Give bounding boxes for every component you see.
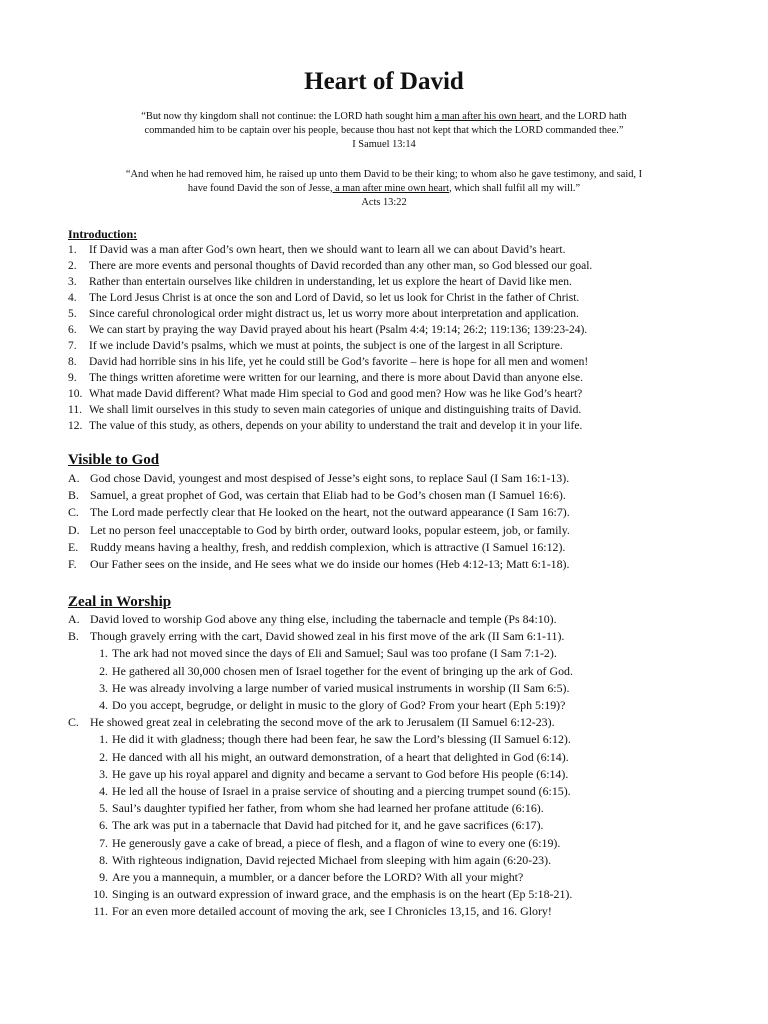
list-item [68,274,718,290]
verse-text: “And when he had removed him, he raised up unto them David to be their king; to whom also he gave testimony, and said, I [125,169,643,180]
item-number: 11. [68,404,82,416]
list-item [68,680,718,697]
item-number: 5. [99,801,108,816]
item-text: Do you accept, begrudge, or delight in music to the glory of God? From your heart (Eph 5:19)? [112,698,566,713]
item-number: 6. [99,818,108,833]
item-number: 4. [99,784,108,799]
list-item [68,522,718,539]
item-text: He generously gave a cake of bread, a piece of flesh, and a flagon of wine to every one (6:19). [112,835,561,850]
list-item [68,370,718,386]
list-item [68,783,718,800]
item-text: With righteous indignation, David rejected Michael from sleeping with him again (6:20-23). [112,852,552,867]
item-text: Since careful chronological order might distract us, let us worry more about interpretation and application. [89,308,579,320]
item-number: B. [68,629,79,644]
item-number: 6. [68,324,77,336]
item-number: 8. [99,852,108,867]
item-text: The Lord made perfectly clear that He looked on the heart, not the outward appearance (I Sam 16:7). [90,505,570,520]
zeal-in-worship-list [68,611,718,921]
verse-text: , and the LORD hath [539,111,627,122]
item-number: 4. [99,698,108,713]
verse-underlined-phrase: a man after mine own heart [332,183,450,194]
list-item [68,556,718,573]
introduction-list [68,242,718,434]
list-item [68,663,718,680]
item-number: C. [68,505,79,520]
list-item [68,402,718,418]
item-number: 4. [68,292,77,304]
item-number: 7. [99,835,108,850]
item-text: He did it with gladness; though there had been fear, he saw the Lord’s blessing (II Samuel 6:12). [112,732,571,747]
list-item [68,697,718,714]
verse-text: have found David the son of Jesse, [187,183,333,194]
list-item [68,766,718,783]
list-item [68,290,718,306]
list-item [68,418,718,434]
list-item [68,852,718,869]
item-text: God chose David, youngest and most despised of Jesse’s eight sons, to replace Saul (I Sam 16:1-13). [90,471,570,485]
item-number: 12. [68,420,83,432]
list-item [68,258,718,274]
list-item [68,714,718,731]
verse-samuel [60,110,708,152]
verse-text: “But now thy kingdom shall not continue: the LORD hath sought him [141,111,435,122]
verse-line [60,182,708,196]
list-item [68,628,718,645]
list-item [68,749,718,766]
item-number: 1. [68,244,77,256]
verse-line [60,110,708,124]
item-text: Let no person feel unacceptable to God by birth order, outward looks, popular esteem, job, or family. [90,522,570,537]
list-item [68,487,718,504]
list-item [68,731,718,748]
item-number: 2. [68,260,77,272]
item-text: Singing is an outward expression of inward grace, and the emphasis is on the heart (Ep 5:18-21). [112,887,573,902]
list-item [68,645,718,662]
item-text: He showed great zeal in celebrating the second move of the ark to Jerusalem (II Samuel 6:12-23). [90,715,555,730]
list-item [68,886,718,903]
item-text: Though gravely erring with the cart, David showed zeal in his first move of the ark (II Sam 6:1-11). [90,629,565,644]
item-number: 2. [99,749,108,764]
verse-line [60,168,708,182]
item-text: What made David different? What made Him special to God and good men? How was he like God’s heart? [89,388,583,400]
item-number: A. [68,471,80,485]
item-number: 1. [99,646,108,661]
list-item [68,539,718,556]
item-text: Our Father sees on the inside, and He sees what we do inside our homes (Heb 4:12-13; Matt 6:1-18). [90,557,570,572]
list-item [68,242,718,258]
item-number: 7. [68,340,77,352]
item-text: The things written aforetime were written for our learning, and there is more about David than anyone else. [89,372,584,384]
item-text: If we include David’s psalms, which we must at points, the subject is one of the largest in all Scripture. [89,340,563,352]
list-item [68,504,718,521]
item-text: David had horrible sins in his life, yet he could still be God’s favorite – here is hope for all men and women! [89,356,589,368]
list-item [68,903,718,920]
item-text: The ark had not moved since the days of Eli and Samuel; Saul was too profane (I Sam 7:1-2). [112,646,557,661]
list-item [68,322,718,338]
section-heading-visible-to-god: Visible to God [68,452,160,468]
item-text: The ark was put in a tabernacle that David had pitched for it, and he gave sacrifices (6:17). [112,818,544,833]
list-item [68,354,718,370]
item-text: Are you a mannequin, a mumbler, or a dancer before the LORD? With all your might? [112,870,524,885]
item-number: 11. [93,904,108,919]
item-text: Saul’s daughter typified her father, from whom she had learned her profane attitude (6:16). [112,801,544,816]
item-text: He danced with all his might, an outward demonstration, of a heart that delighted in God (6:14). [112,749,569,764]
verse-reference: I Samuel 13:14 [352,139,416,150]
item-number: C. [68,715,79,730]
verse-reference: Acts 13:22 [361,197,407,208]
page-title: Heart of David [304,68,464,95]
item-number: 3. [99,766,108,781]
item-number: 10. [93,887,108,902]
list-item [68,800,718,817]
verse-line: commanded him to be captain over his people, because thou hast not kept that which the LORD commanded thee.” [144,125,624,136]
item-text: Samuel, a great prophet of God, was certain that Eliab had to be God’s chosen man (I Samuel 16:6). [90,488,566,503]
item-number: 8. [68,356,77,368]
list-item [68,835,718,852]
item-text: There are more events and personal thoughts of David recorded than any other man, so God blessed our goal. [89,260,593,272]
introduction-heading: Introduction: [68,227,138,241]
visible-to-god-list [68,470,718,573]
item-number: 9. [68,372,77,384]
item-number: 5. [68,308,77,320]
item-text: The Lord Jesus Christ is at once the son and Lord of David, so let us look for Christ in the father of Christ. [89,292,580,304]
verse-text: , which shall fulfil all my will.” [449,183,581,194]
item-number: 3. [68,276,77,288]
item-text: For an even more detailed account of moving the ark, see I Chronicles 13,15, and 16. Glory! [112,904,552,919]
item-number: F. [68,557,77,572]
list-item [68,338,718,354]
item-text: He was already involving a large number of varied musical instruments in worship (II Sam 6:5). [112,680,570,695]
item-text: If David was a man after God’s own heart, then we should want to learn all we can about David’s heart. [89,244,566,256]
list-item [68,869,718,886]
verse-underlined-phrase: a man after his own heart [434,111,540,122]
item-text: We can start by praying the way David prayed about his heart (Psalm 4:4; 19:14; 26:2; 119:136; 139:23-24). [89,324,588,336]
item-number: E. [68,539,79,554]
item-number: 3. [99,680,108,695]
section-heading-zeal-in-worship: Zeal in Worship [68,594,172,610]
item-text: The value of this study, as others, depends on your ability to understand the trait and develop it in your life. [89,420,583,432]
item-number: D. [68,522,80,537]
item-text: Ruddy means having a healthy, fresh, and reddish complexion, which is attractive (I Samuel 16:12). [90,539,566,554]
item-text: He gathered all 30,000 chosen men of Israel together for the event of bringing up the ark of God. [112,663,573,678]
list-item [68,386,718,402]
item-number: 2. [99,663,108,678]
item-text: Rather than entertain ourselves like children in understanding, let us explore the heart of David like men. [89,276,572,288]
item-text: David loved to worship God above any thing else, including the tabernacle and temple (Ps 84:10). [90,612,557,626]
item-number: A. [68,612,80,626]
item-number: B. [68,488,79,503]
list-item [68,306,718,322]
list-item [68,611,718,628]
item-number: 9. [99,870,108,885]
item-text: We shall limit ourselves in this study to seven main categories of unique and distinguishing traits of David. [89,404,582,416]
item-text: He gave up his royal apparel and dignity and became a servant to God before His people (6:14). [112,766,569,781]
verse-acts [60,168,708,210]
item-number: 1. [99,732,108,747]
item-number: 10. [68,388,83,400]
list-item [68,470,718,487]
list-item [68,817,718,834]
item-text: He led all the house of Israel in a praise service of shouting and a piercing trumpet sound (6:15). [112,784,571,799]
